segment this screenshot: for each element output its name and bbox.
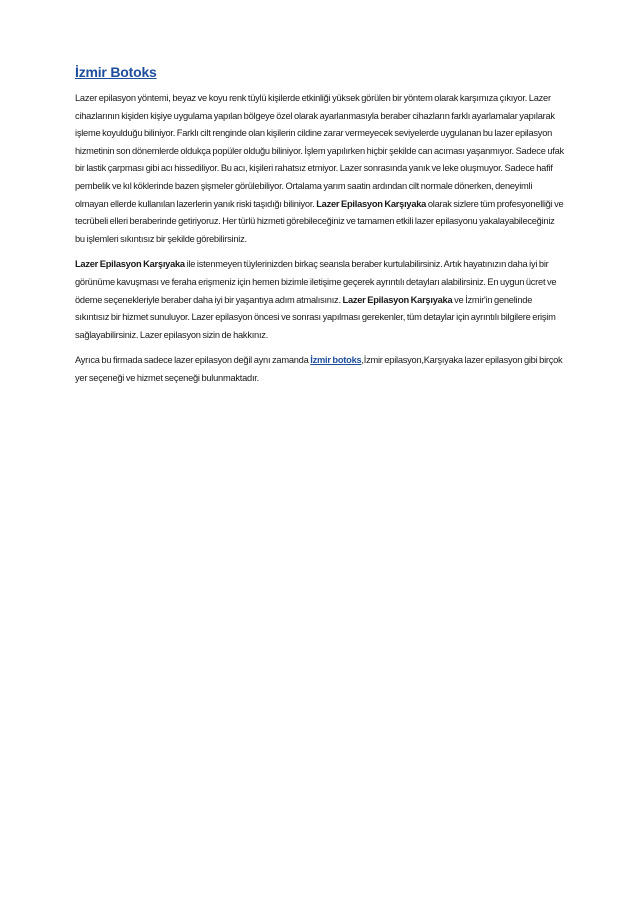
paragraph-intro-text-2: olarak sizlere tüm profesyonelliği ve tecrübeli elleri beraberinde getiriyoruz. Her türlü hizmeti görebileceğiniz ve tamamen etkili lazer epilasyonu yakalayabileceğiniz bu işlemleri sıkıntısız bir şekilde görebilirsiniz. (75, 198, 564, 244)
paragraph-closing-text-1: Ayrıca bu firmada sadece lazer epilasyon değil aynı zamanda (75, 355, 311, 366)
paragraph-service-bold-1: Lazer Epilasyon Karşıyaka (75, 259, 185, 270)
paragraph-service (75, 256, 565, 344)
paragraph-service-bold-2: Lazer Epilasyon Karşıyaka (342, 294, 453, 305)
page-title: İzmir Botoks (75, 64, 157, 80)
paragraph-closing-text-2: ,İzmir epilasyon,Karşıyaka lazer epilasyon gibi birçok yer seçeneği ve hizmet seçeneği bulunmaktadır. (75, 355, 563, 383)
paragraph-service-text-2: ve İzmir'in genelinde sıkıntısız bir hizmet sunuluyor. Lazer epilasyon öncesi ve sonrası yapılması gerekenler, tüm detaylar için ayrıntılı bilgilere erişim sağlayabilirsiniz. Lazer epilasyon sizin de hakkınız. (75, 294, 556, 340)
izmir-botoks-link[interactable]: İzmir botoks (310, 355, 362, 366)
paragraph-intro-text-1: Lazer epilasyon yöntemi, beyaz ve koyu renk tüylü kişilerde etkinliği yüksek görülen bir yöntem olarak karşımıza çıkıyor. Lazer cihazlarının kişiden kişiye uygulama yapılan bölgeye özel olarak ayarlanmasıyla beraber cihazların farklı ayarlamalar yapılarak işleme koyulduğu biliniyor. Farklı cilt renginde olan kişilerin cildine zarar vermeyecek seviyelerde uygulanan bu lazer epilasyon hizmetinin son dönemlerde oldukça popüler olduğu biliniyor. İşlem yapılırken hiçbir şekilde can acıması yaşanmıyor. Sadece ufak bir lastik çarpması gibi acı hissediliyor. Bu acı, kişileri rahatsız etmiyor. Lazer sonrasında yanık ve leke oluşmuyor. Sadece hafif pembelik ve kıl köklerinde bazen şişmeler görülebiliyor. Ortalama yarım saatin ardından cilt normale dönerken, deneyimli olmayan ellerde kullanılan lazerlerin yanık riski taşıdığı biliniyor. (75, 93, 564, 209)
document-body (75, 64, 565, 396)
paragraph-service-text-1: ile istenmeyen tüylerinizden birkaç seansla beraber kurtulabilirsiniz. Artık hayatınızın daha iyi bir görünüme kavuşması ve ferahа erişmeniz için hemen bizimle iletişime geçerek ayrıntılı detayları alabilirsiniz. En uygun ücret ve ödeme seçenekleriyle beraber daha iyi bir yaşantıya adım atmalısınız. (75, 259, 557, 305)
paragraph-intro (75, 90, 565, 248)
paragraph-closing (75, 352, 565, 387)
paragraph-intro-bold-1: Lazer Epilasyon Karşıyaka (316, 198, 427, 209)
